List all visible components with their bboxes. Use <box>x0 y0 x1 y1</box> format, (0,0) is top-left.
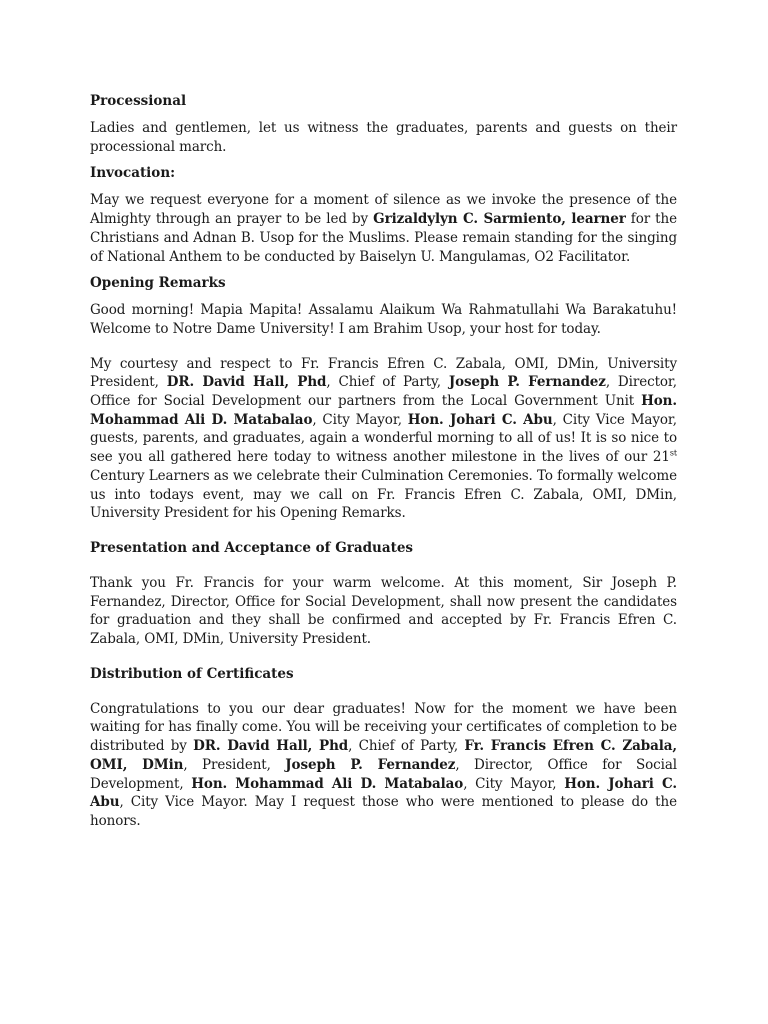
text-run: , City Vice Mayor, guests, parents, and graduates, again a wonderful morning to all of us! It is so nice to see you all gathered here today to witness another milestone in the lives of our 21 <box>90 411 677 466</box>
superscript-ordinal: st <box>669 448 677 458</box>
text-run: , Chief of Party, <box>326 374 449 391</box>
processional-paragraph: Ladies and gentlemen, let us witness the graduates, parents and guests on their processional march. <box>90 120 677 155</box>
text-run: , President, <box>183 756 286 773</box>
opening-greeting-paragraph: Good morning! Mapia Mapita! Assalamu Alaikum Wa Rahmatullahi Wa Barakatuhu! Welcome to Notre Dame University! I am Brahim Usop, your host for today. <box>90 302 677 337</box>
bold-name: Joseph P. Fernandez <box>285 756 456 773</box>
presentation-paragraph: Thank you Fr. Francis for your warm welcome. At this moment, Sir Joseph P. Fernandez, Director, Office for Social Development, shall now present the candidates for graduation and they shall be confirmed and accepted by Fr. Francis Efren C. Zabala, OMI, DMin, University President. <box>90 574 677 648</box>
text-run: , City Vice Mayor. May I request those who were mentioned to please do the honors. <box>90 794 677 829</box>
bold-name: Hon. Mohammad Ali D. Matabalao <box>191 775 464 792</box>
text-run: , Chief of Party, <box>348 738 465 755</box>
text-run: Congratulations to you our dear graduates! Now for the moment we have been waiting for has finally come. You will be receiving your certificates of completion to be distributed by <box>90 700 677 755</box>
text-run: for the Christians and Adnan B. Usop for the Muslims. Please remain standing for the singing of National Anthem to be conducted by Baiselyn U. Mangulamas, O2 Facilitator. <box>90 211 677 265</box>
section-heading-presentation: Presentation and Acceptance of Graduates <box>90 539 414 556</box>
bold-name: Grizaldylyn C. Sarmiento, learner <box>373 211 626 228</box>
text-run: , City Mayor, <box>463 775 565 792</box>
section-heading-invocation: Invocation: <box>90 165 176 182</box>
section-heading-distribution: Distribution of Certificates <box>90 665 294 682</box>
distribution-paragraph <box>90 700 677 831</box>
bold-name: Hon. Johari C. Abu <box>407 411 553 428</box>
bold-name: DR. David Hall, Phd <box>193 738 349 755</box>
bold-name: Joseph P. Fernandez <box>448 374 606 391</box>
bold-name: DR. David Hall, Phd <box>166 374 327 391</box>
text-run: , Director, Office for Social Development our partners from the Local Government Unit <box>90 374 677 410</box>
section-heading-opening-remarks: Opening Remarks <box>90 275 226 292</box>
bold-name: Hon. Mohammad Ali D. Matabalao <box>90 393 677 428</box>
text-run: May we request everyone for a moment of silence as we invoke the presence of the Almighty through an prayer to be led by <box>90 192 677 228</box>
text-run: Century Learners as we celebrate their Culmination Ceremonies. To formally welcome us into todays event, may we call on Fr. Francis Efren C. Zabala, OMI, DMin, University President for his Opening Remarks. <box>90 467 677 522</box>
invocation-paragraph <box>90 191 677 266</box>
text-run: My courtesy and respect to Fr. Francis Efren C. Zabala, OMI, DMin, University President, <box>90 355 677 391</box>
section-heading-processional: Processional <box>90 93 187 109</box>
bold-name: Hon. Johari C. Abu <box>90 775 677 811</box>
text-run: , City Mayor, <box>312 411 408 428</box>
text-run: , Director, Office for Social Development, <box>90 756 677 792</box>
opening-courtesy-paragraph <box>90 355 677 523</box>
bold-name: Fr. Francis Efren C. Zabala, OMI, DMin <box>90 738 678 773</box>
